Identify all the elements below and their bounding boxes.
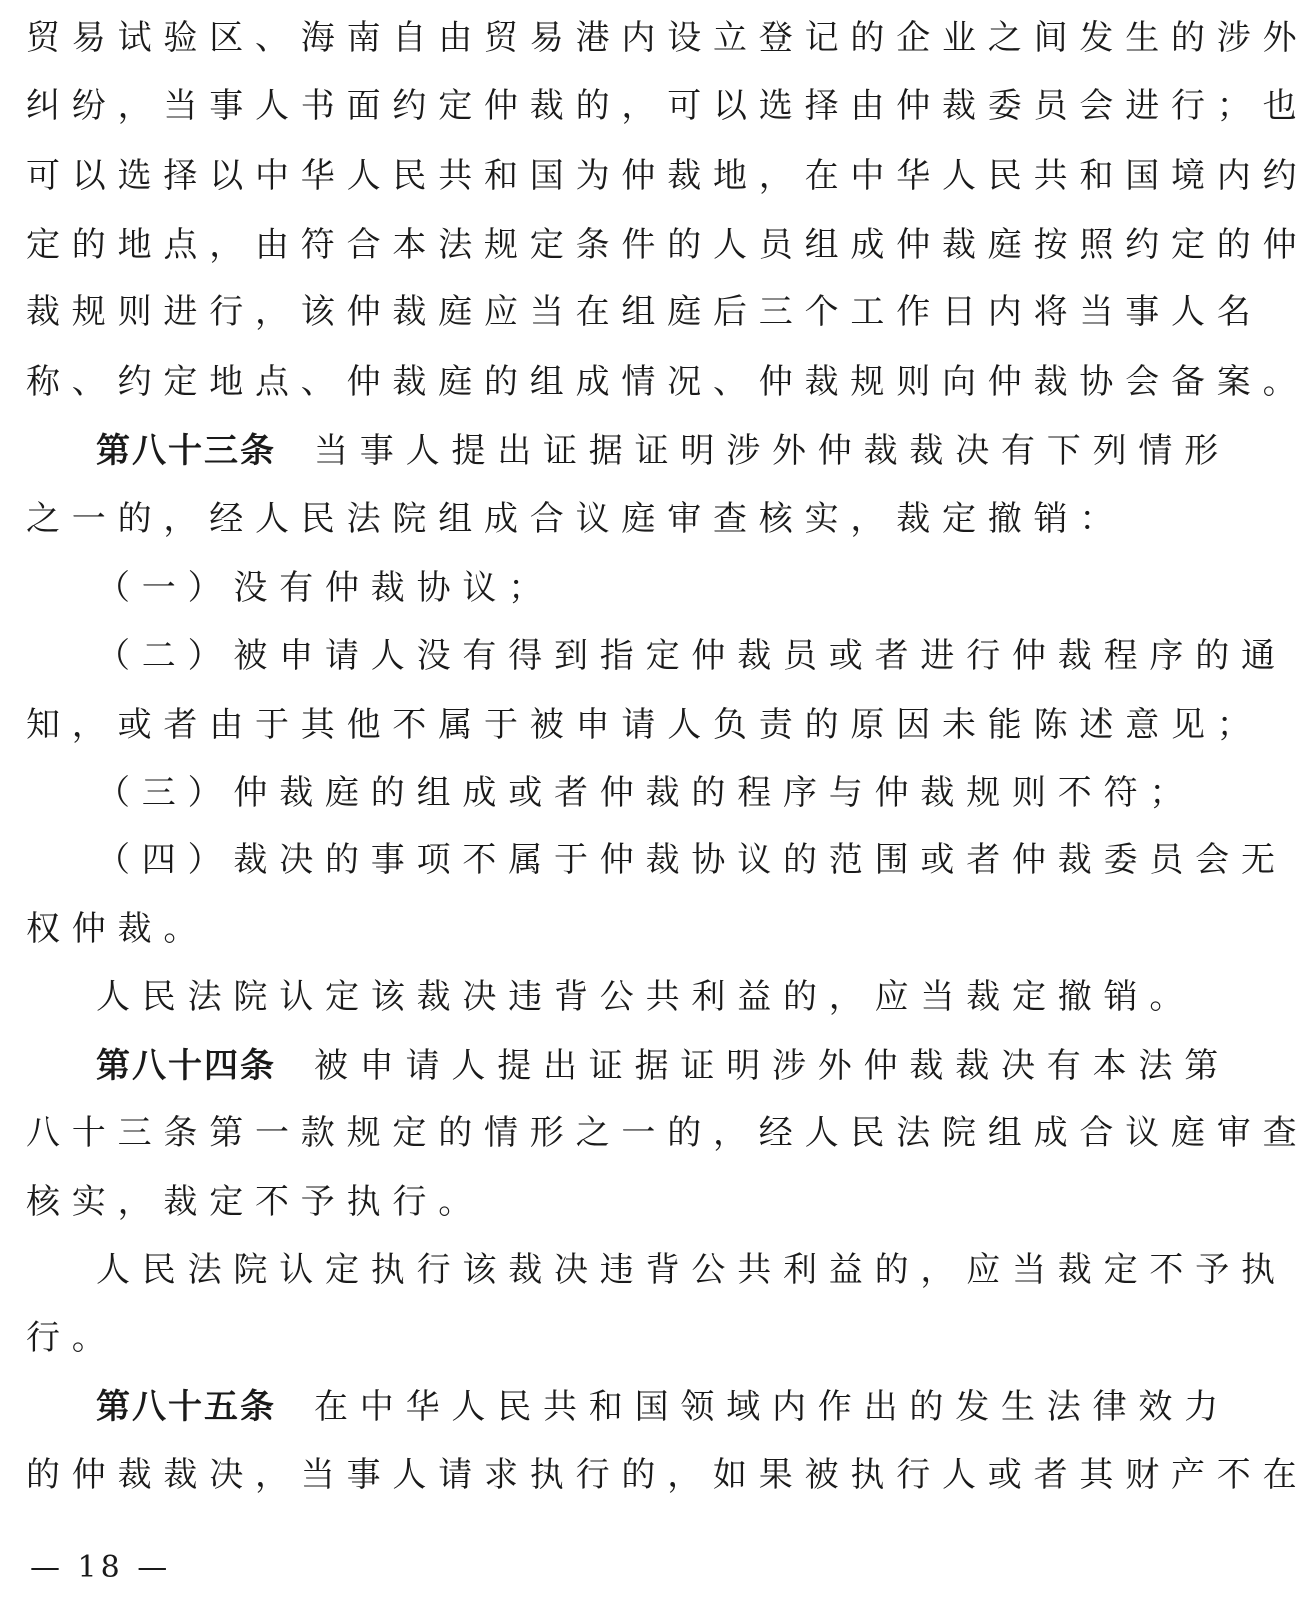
article-85-first-line [96, 1381, 1230, 1433]
text-line-6: 称、约定地点、仲裁庭的组成情况、仲裁规则向仲裁协会备案。 [26, 362, 1308, 402]
page-number: — 18 — [30, 1550, 172, 1585]
article-85-heading: 第八十五条 [96, 1387, 276, 1427]
text-line-3: 可以选择以中华人民共和国为仲裁地，在中华人民共和国境内约 [26, 156, 1308, 196]
article-83-heading: 第八十三条 [96, 431, 276, 471]
article-84-line-3: 核实，裁定不予执行。 [26, 1182, 484, 1222]
text-line-2: 纠纷，当事人书面约定仲裁的，可以选择由仲裁委员会进行；也 [26, 86, 1308, 126]
text-line-1: 贸易试验区、海南自由贸易港内设立登记的企业之间发生的涉外 [26, 18, 1308, 58]
article-83-item-2-line-2: 知，或者由于其他不属于被申请人负责的原因未能陈述意见； [26, 705, 1263, 745]
article-84-heading: 第八十四条 [96, 1046, 276, 1086]
article-83-text: 当事人提出证据证明涉外仲裁裁决有下列情形 [314, 431, 1230, 471]
article-84-first-line [96, 1040, 1230, 1092]
article-83-item-3: （三）仲裁庭的组成或者仲裁的程序与仲裁规则不符； [96, 773, 1196, 813]
article-83-item-4-line-2: 权仲裁。 [26, 909, 210, 949]
article-83-item-4-line-1: （四）裁决的事项不属于仲裁协议的范围或者仲裁委员会无 [96, 840, 1287, 880]
article-85-text: 在中华人民共和国领域内作出的发生法律效力 [314, 1387, 1230, 1427]
article-84-text: 被申请人提出证据证明涉外仲裁裁决有本法第 [314, 1046, 1230, 1086]
text-line-4: 定的地点，由符合本法规定条件的人员组成仲裁庭按照约定的仲 [26, 225, 1308, 265]
article-84-public-interest-line-2: 行。 [26, 1318, 118, 1358]
text-line-5: 裁规则进行，该仲裁庭应当在组庭后三个工作日内将当事人名 [26, 292, 1263, 332]
article-84-line-2: 八十三条第一款规定的情形之一的，经人民法院组成合议庭审查 [26, 1113, 1308, 1153]
article-85-line-2: 的仲裁裁决，当事人请求执行的，如果被执行人或者其财产不在 [26, 1455, 1308, 1495]
article-83-first-line [96, 425, 1230, 477]
article-84-public-interest-line-1: 人民法院认定执行该裁决违背公共利益的，应当裁定不予执 [96, 1250, 1287, 1290]
article-83-item-2-line-1: （二）被申请人没有得到指定仲裁员或者进行仲裁程序的通 [96, 636, 1287, 676]
article-83-line-2: 之一的，经人民法院组成合议庭审查核实，裁定撤销： [26, 499, 1126, 539]
article-83-item-1: （一）没有仲裁协议； [96, 568, 554, 608]
article-83-public-interest: 人民法院认定该裁决违背公共利益的，应当裁定撤销。 [96, 977, 1196, 1017]
